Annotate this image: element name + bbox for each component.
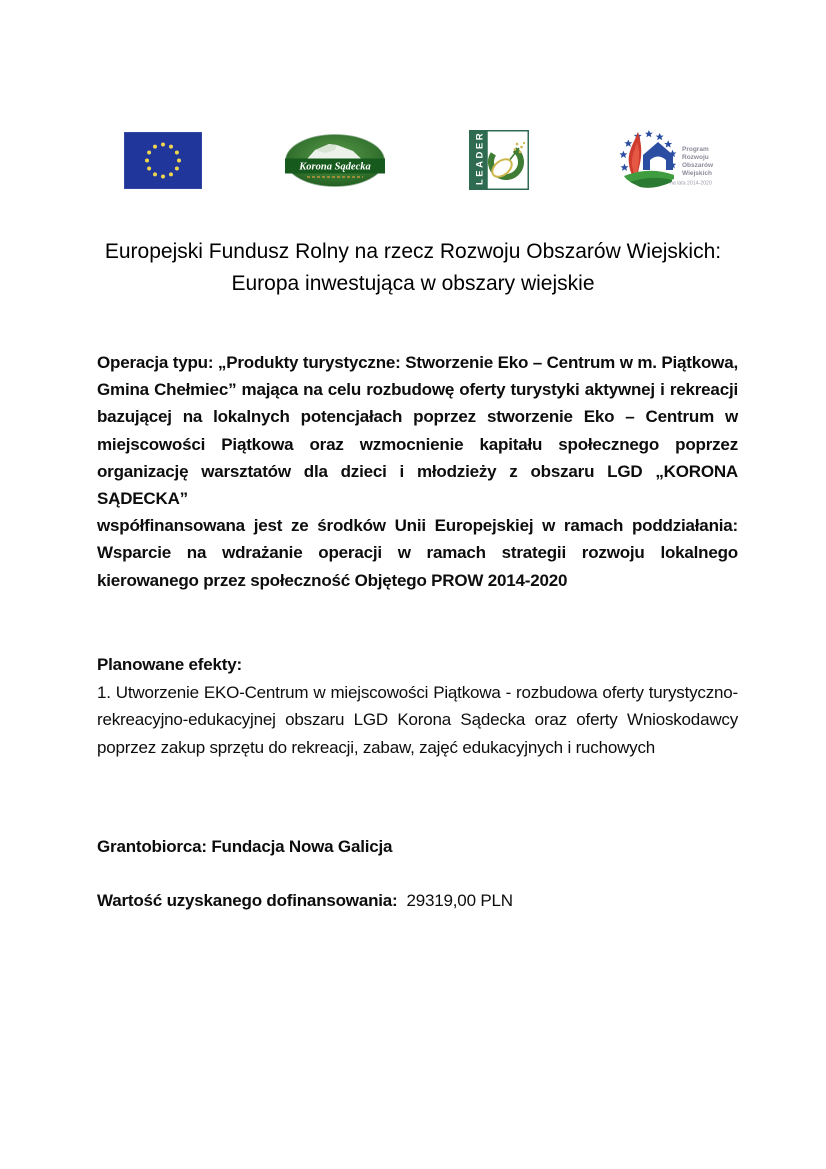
prow-logo-years: na lata 2014-2020 [669,180,712,187]
grantee-line: Grantobiorca: Fundacja Nowa Galicja [97,837,393,856]
leader-logo [469,130,529,190]
korona-logo-label: Korona Sądecka [299,161,372,172]
logos-row [124,126,716,194]
operation-paragraph-1: Operacja typu: „Produkty turystyczne: Stworzenie Eko – Centrum w m. Piątkowa, Gmina Chełmiec” mająca na celu rozbudowę oferty turystyki aktywnej i rekreacji bazującej na lokalnych potencjałach poprzez stworzenie Eko – Centrum w miejscowości Piątkowa oraz wzmocnienie kapitału społecznego poprzez organizację warsztatów dla dzieci i młodzieży z obszaru LGD „KORONA SĄDECKA” [97,353,738,509]
korona-sadecka-logo [285,134,385,187]
operation-description [97,349,738,594]
planned-effects-section [97,651,738,761]
svg-text:Program: Program [681,146,709,153]
prow-logo [612,128,716,192]
eu-flag-logo [124,132,202,189]
leader-logo-label: LEADER [474,130,486,185]
fund-header-line-1: Europejski Fundusz Rolny na rzecz Rozwoju Obszarów Wiejskich: [104,240,722,263]
funding-value: 29319,00 PLN [406,891,513,910]
fund-header [0,236,826,300]
effects-heading: Planowane efekty: [97,655,242,674]
svg-text:Wiejskich: Wiejskich [681,170,712,177]
prow-logo-text [682,146,714,177]
funding-line [97,891,738,911]
operation-paragraph-2: współfinansowana jest ze środków Unii Europejskiej w ramach poddziałania: Wsparcie na wdrażanie operacji w ramach strategii rozwoju lokalnego kierowanego przez społeczność Objętego PROW 2014-2020 [97,516,738,590]
svg-text:Rozwoju: Rozwoju [681,154,709,161]
effects-item-1: 1. Utworzenie EKO-Centrum w miejscowości Piątkowa - rozbudowa oferty turystyczno-rekreacyjno-edukacyjnej obszaru LGD Korona Sądecka oraz oferty Wnioskodawcy poprzez zakup sprzętu do rekreacji, zabaw, zajęć edukacyjnych i ruchowych [97,682,738,757]
fund-header-line-2: Europa inwestująca w obszary wiejskie [231,272,595,295]
svg-text:Obszarów: Obszarów [681,162,714,169]
funding-label: Wartość uzyskanego dofinansowania: [97,891,398,910]
